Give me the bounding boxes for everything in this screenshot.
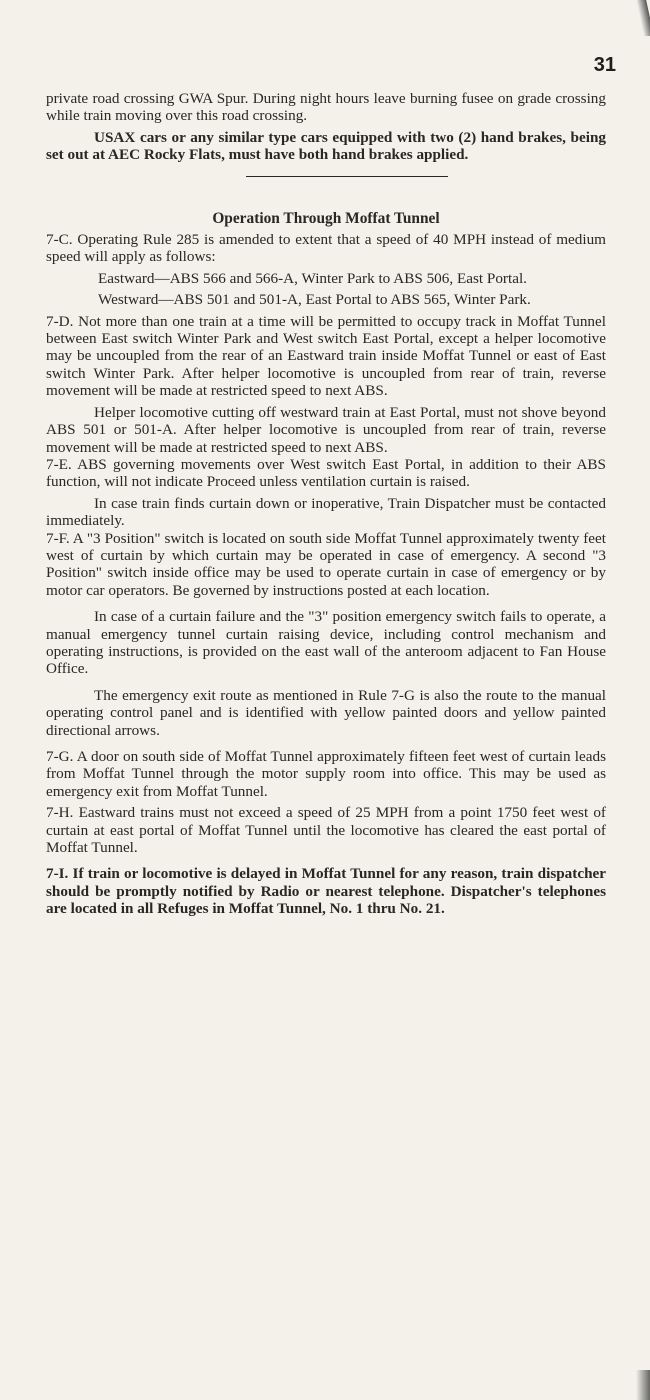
rule-7f: 7-F. A "3 Position" switch is located on south side Moffat Tunnel approximately twenty feet west of curtain by which curtain may be operated in case of emergency. A second "3 Position" switch inside office may be used to operate curtain in case of emergency or by motor car operators. Be governed by instructions posted at each location. (46, 529, 606, 599)
page-body (46, 90, 606, 918)
rule-7f-exit-route: The emergency exit route as mentioned in Rule 7-G is also the route to the manual operating control panel and is identified with yellow painted doors and yellow painted directional arrows. (46, 686, 606, 739)
rule-7f-failure: In case of a curtain failure and the "3" position emergency switch fails to operate, a manual emergency tunnel curtain raising device, including control mechanism and operating instructions, is provided on the east wall of the anteroom adjacent to Fan House Office. (46, 608, 606, 678)
rule-7e: 7-E. ABS governing movements over West switch East Portal, in addition to their ABS function, will not indicate Proceed unless ventilation curtain is raised. (46, 455, 606, 491)
usax-note: USAX cars or any similar type cars equipped with two (2) hand brakes, being set out at AEC Rocky Flats, must have both hand brakes applied. (46, 128, 606, 164)
page-number: 31 (593, 54, 616, 76)
rule-7c-westward: Westward—ABS 501 and 501-A, East Portal to ABS 565, Winter Park. (98, 291, 531, 309)
rule-7c: 7-C. Operating Rule 285 is amended to extent that a speed of 40 MPH instead of medium speed will apply as follows: (46, 231, 606, 266)
rule-7c-eastward: Eastward—ABS 566 and 566-A, Winter Park to ABS 506, East Portal. (98, 269, 527, 287)
section-title: Operation Through Moffat Tunnel (212, 209, 440, 227)
rule-7d-helper: Helper locomotive cutting off westward train at East Portal, must not shove beyond ABS 501 or 501-A. After helper locomotive is uncoupled from rear of train, reverse movement will be made at restricted speed to next ABS. (46, 403, 606, 456)
continuation-paragraph: private road crossing GWA Spur. During night hours leave burning fusee on grade crossing while train moving over this road crossing. (46, 90, 606, 125)
rule-7e-curtain: In case train finds curtain down or inoperative, Train Dispatcher must be contacted immediately. (46, 494, 606, 530)
page-edge-shadow (636, 0, 650, 36)
rule-7d: 7-D. Not more than one train at a time will be permitted to occupy track in Moffat Tunnel between East switch Winter Park and West switch East Portal, except a helper locomotive may be uncoupled from the rear of an Eastward train inside Moffat Tunnel or east of East switch Winter Park. After helper locomotive is uncoupled from rear of train, reverse movement will be made at restricted speed to next ABS. (46, 312, 606, 400)
rule-7h: 7-H. Eastward trains must not exceed a speed of 25 MPH from a point 1750 feet west of curtain at east portal of Moffat Tunnel until the locomotive has cleared the east portal of Moffat Tunnel. (46, 804, 606, 857)
section-divider (246, 176, 448, 177)
rule-7g: 7-G. A door on south side of Moffat Tunnel approximately fifteen feet west of curtain leads from Moffat Tunnel through the motor supply room into office. This may be used as emergency exit from Moffat Tunnel. (46, 748, 606, 800)
rule-7i: 7-I. If train or locomotive is delayed in Moffat Tunnel for any reason, train dispatcher should be promptly notified by Radio or nearest telephone. Dispatcher's telephones are located in all Refuges in Moffat Tunnel, No. 1 thru No. 21. (46, 865, 606, 918)
page-edge-shadow-bottom (636, 1370, 650, 1400)
